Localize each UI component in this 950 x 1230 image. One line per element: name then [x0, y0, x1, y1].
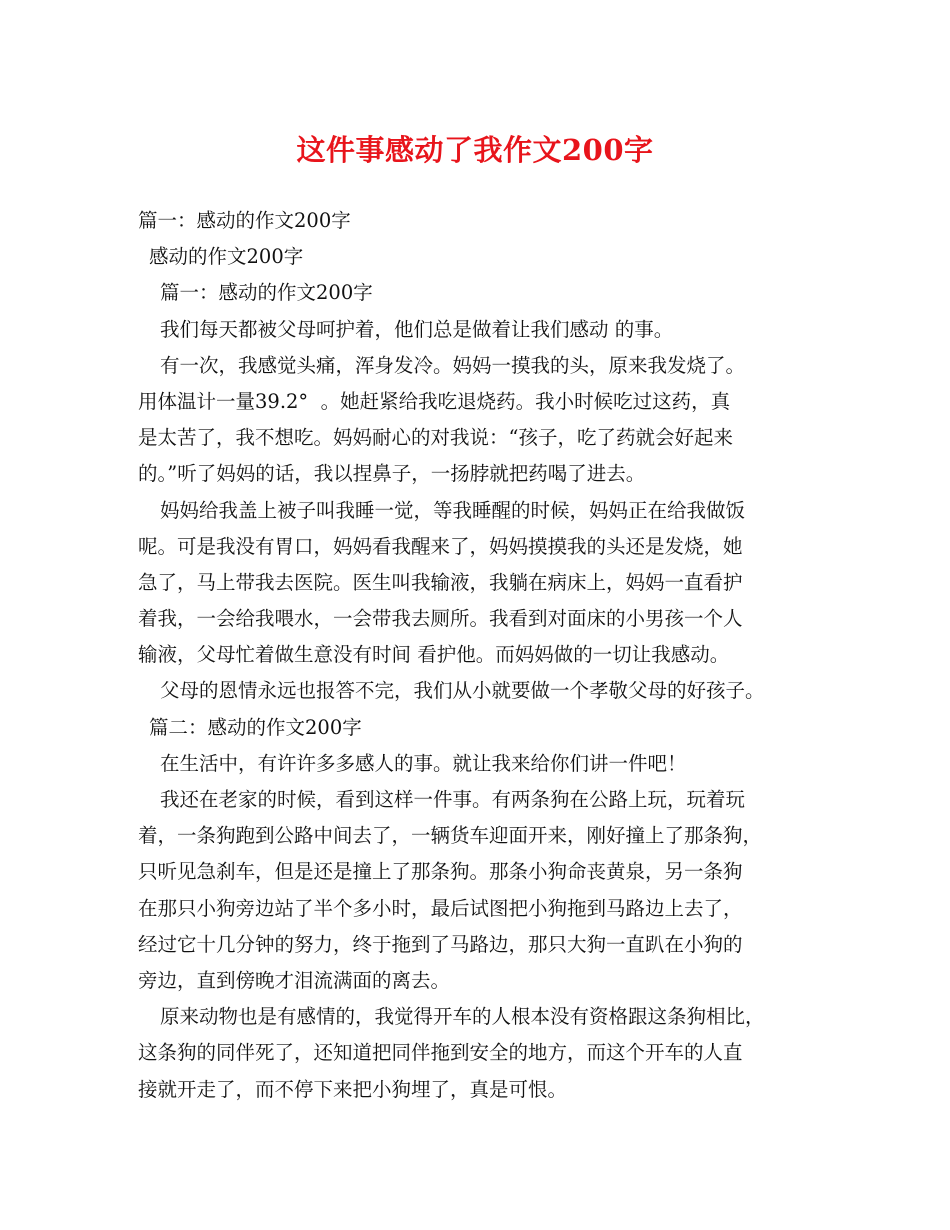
- paragraph-line: 着我，一会给我喂水，一会带我去厕所。我看到对面床的小男孩一个人: [138, 607, 743, 631]
- paragraph-line: 妈妈给我盖上被子叫我睡一觉，等我睡醒的时候，妈妈正在给我做饭: [160, 498, 746, 522]
- paragraph-line: 感动的作文200字: [149, 245, 304, 269]
- paragraph-line: 篇一：感动的作文200字: [138, 209, 351, 232]
- paragraph-line: 在生活中，有许许多多感人的事。就让我来给你们讲一件吧！: [160, 751, 687, 775]
- paragraph-line: 我还在老家的时候，看到这样一件事。有两条狗在公路上玩，玩着玩: [160, 788, 746, 811]
- paragraph-line: 父母的恩情永远也报答不完，我们从小就要做一个孝敬父母的好孩子。: [160, 679, 765, 703]
- paragraph-line: 旁边，直到傍晚才泪流满面的离去。: [138, 968, 451, 992]
- paragraph-line: 呢。可是我没有胃口，妈妈看我醒来了，妈妈摸摸我的头还是发烧，她: [138, 534, 743, 558]
- paragraph-line: 输液，父母忙着做生意没有时间 看护他。而妈妈做的一切让我感动。: [138, 643, 730, 667]
- paragraph-line: 这条狗的同伴死了，还知道把同伴拖到安全的地方，而这个开车的人直: [138, 1041, 743, 1065]
- paragraph-line: 接就开走了，而不停下来把小狗埋了，真是可恨。: [138, 1077, 568, 1101]
- paragraph-line: 篇二：感动的作文200字: [149, 715, 362, 739]
- paragraph-line: 在那只小狗旁边站了半个多小时，最后试图把小狗拖到马路边上去了，: [138, 896, 743, 920]
- paragraph-line: 着，一条狗跑到公路中间去了，一辆货车迎面开来，刚好撞上了那条狗，: [138, 824, 763, 848]
- paragraph-line: 篇一：感动的作文200字: [160, 281, 373, 305]
- paragraph-line: 我们每天都被父母呵护着，他们总是做着让我们感动 的事。: [160, 317, 674, 341]
- paragraph-line: 经过它十几分钟的努力，终于拖到了马路边，那只大狗一直趴在小狗的: [138, 932, 743, 956]
- paragraph-line: 有一次，我感觉头痛，浑身发冷。妈妈一摸我的头，原来我发烧了。: [160, 353, 746, 377]
- document-title: 这件事感动了我作文200字: [296, 133, 654, 167]
- paragraph-line: 原来动物也是有感情的，我觉得开车的人根本没有资格跟这条狗相比，: [160, 1005, 765, 1029]
- document-body: [138, 203, 828, 1108]
- paragraph-line: 是太苦了，我不想吃。妈妈耐心的对我说：“孩子，吃了药就会好起来: [138, 426, 733, 450]
- paragraph-line: 只听见急刹车，但是还是撞上了那条狗。那条小狗命丧黄泉，另一条狗: [138, 860, 743, 884]
- paragraph-line: 的。”听了妈妈的话，我以捏鼻子，一扬脖就把药喝了进去。: [138, 462, 646, 486]
- paragraph-line: 用体温计一量39.2° 。她赶紧给我吃退烧药。我小时候吃过这药，真: [138, 389, 731, 413]
- paragraph-line: 急了，马上带我去医院。医生叫我输液，我躺在病床上，妈妈一直看护: [138, 570, 743, 594]
